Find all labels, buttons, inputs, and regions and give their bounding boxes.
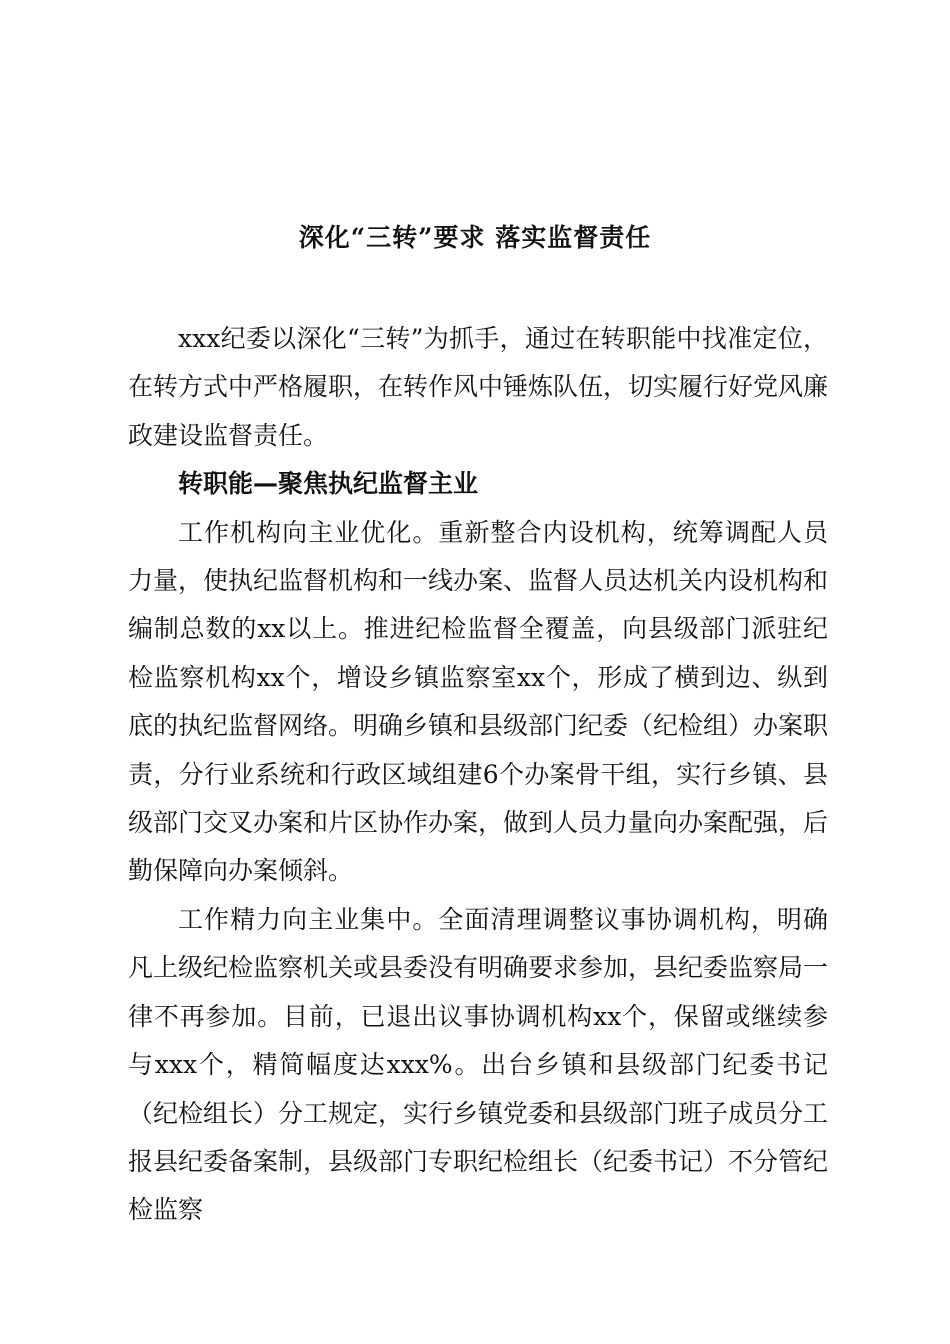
paragraph-text: 重新整合内设机构，统筹调配人员力量，使执纪监督机构和一线办案、监督人员达机关内设机构和编制总数的xx以上。推进纪检监督全覆盖，向县级部门派驻纪检监察机构xx个，增设乡镇监察室xx个，形成了横到边、纵到底的执纪监督网络。明确乡镇和县级部门纪委（纪检组）办案职责，分行业系统和行政区域组建6个办案骨干组，实行乡镇、县级部门交叉办案和片区协作办案，做到人员力量向办案配强，后勤保障向办案倾斜。 <box>128 517 829 886</box>
document-body <box>128 315 828 1235</box>
paragraph-lead: 工作精力向主业集中。 <box>178 904 439 934</box>
document-title: 深化“三转”要求 落实监督责任 <box>298 223 652 252</box>
section-heading: 转职能—聚焦执纪监督主业 <box>178 469 479 499</box>
paragraph-focus <box>128 896 828 1235</box>
intro-paragraph: xxx纪委以深化“三转”为抓手，通过在转职能中找准定位，在转方式中严格履职，在转作风中锤炼队伍，切实履行好党风廉政建设监督责任。 <box>128 324 829 450</box>
paragraph-lead: 工作机构向主业优化。 <box>178 517 439 547</box>
paragraph-text: 全面清理调整议事协调机构，明确凡上级纪检监察机关或县委没有明确要求参加，县纪委监察局一律不再参加。目前，已退出议事协调机构xx个，保留或继续参与xxx个，精简幅度达xxx%。出台乡镇和县级部门纪委书记（纪检组长）分工规定，实行乡镇党委和县级部门班子成员分工报县纪委备案制，县级部门专职纪检组长（纪委书记）不分管纪检监察 <box>128 904 829 1225</box>
paragraph-structure <box>128 509 828 896</box>
